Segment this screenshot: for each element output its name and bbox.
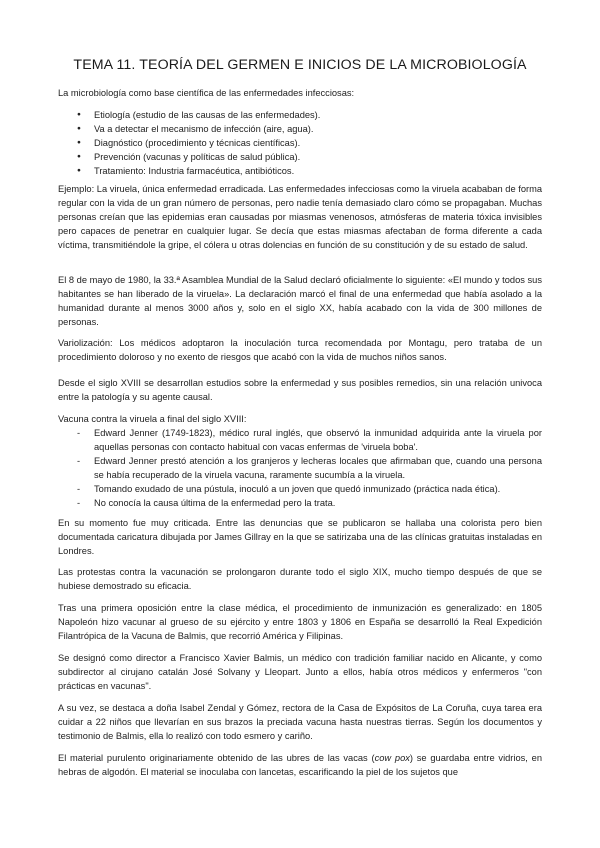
- vaccine-heading: Vacuna contra la viruela a final del siglo XVIII:: [58, 414, 247, 424]
- list-item: - No conocía la causa última de la enfermedad pero la trata.: [58, 496, 542, 510]
- list-item: ● Tratamiento: Industria farmacéutica, antibióticos.: [58, 164, 542, 178]
- declaration-paragraph: El 8 de mayo de 1980, la 33.ª Asamblea Mundial de la Salud declaró oficialmente lo siguiente: «El mundo y todos sus habitantes se han liberado de la viruela». La declaración marcó el final de una enfermedad que había asolado a la humanidad durante al menos 3000 años y, solo en el siglo XX, había acabado con la vida de 300 millones de personas.: [58, 275, 542, 327]
- eighteenth-century-paragraph: Desde el siglo XVIII se desarrollan estudios sobre la enfermedad y sus posibles remedios, sin una relación univoca entre la patología y su agente causal.: [58, 378, 542, 402]
- list-item: - Edward Jenner (1749-1823), médico rural inglés, que observó la inmunidad adquirida ante la viruela por aquellas personas con contacto habitual con vacas enfermas de 'viruela boba'.: [58, 426, 542, 454]
- protests-paragraph: Las protestas contra la vacunación se prolongaron durante todo el siglo XIX, mucho tiempo después de que se hubiese demostrado su eficacia.: [58, 567, 542, 591]
- material-paragraph: [58, 751, 542, 779]
- cow-pox-term: cow pox: [374, 753, 410, 763]
- example-paragraph: Ejemplo: La viruela, única enfermedad erradicada. Las enfermedades infecciosas como la viruela acababan de forma regular con la vida de un gran número de personas, pero nadie tenía demasiado claro cómo se propagaban. Muchas personas creían que las epidemias eran causadas por miasmas venenosos, atmósferas de materia tóxica invisibles pero capaces de penetrar en cualquier lugar. Se decía que estas miasmas afectaban de forma diferente a cada víctima, transmitiéndole la gripe, el cólera u otras dolencias en función de su constitución y de su estado de salud.: [58, 184, 542, 250]
- zendal-paragraph: A su vez, se destaca a doña Isabel Zendal y Gómez, rectora de la Casa de Expósitos de La Coruña, cuya tarea era cuidar a 22 niños que llevarían en sus brazos la preciada vacuna hasta nuestras tierras. Según los documentos y testimonio de Balmis, ella lo realizó con todo esmero y cariño.: [58, 703, 542, 741]
- balmis-paragraph: Se designó como director a Francisco Xavier Balmis, un médico con tradición familiar nacido en Alicante, y como subdirector al cirujano catalán José Solvany y Lleopart. Junto a ellos, había otros médicos y enfermeros "con prácticas en vacunas".: [58, 653, 542, 691]
- intro-paragraph: La microbiología como base científica de las enfermedades infecciosas:: [58, 88, 355, 98]
- list-item: ● Etiología (estudio de las causas de las enfermedades).: [58, 108, 542, 122]
- opposition-paragraph: Tras una primera oposición entre la clase médica, el procedimiento de inmunización es generalizado: en 1805 Napoleón hizo vacunar al grueso de su ejército y entre 1803 y 1806 en España se desarrolló la Real Expedición Filantrópica de la Vacuna de Balmis, que recorrió América y Filipinas.: [58, 603, 542, 641]
- criticism-paragraph: En su momento fue muy criticada. Entre las denuncias que se publicaron se hallaba una colorista pero bien documentada caricatura dibujada por James Gillray en la que se satirizaba una de las clínicas gratuitas instaladas en Londres.: [58, 518, 542, 556]
- page-title: TEMA 11. TEORÍA DEL GERMEN E INICIOS DE LA MICROBIOLOGÍA: [73, 57, 527, 73]
- material-text-end: ) se guardaba entre vidrios, en hebras de algodón. El material se inoculaba con lancetas, escarificando la piel de los sujetos que: [58, 753, 542, 777]
- list-item: ● Prevención (vacunas y políticas de salud pública).: [58, 150, 542, 164]
- list-item: - Tomando exudado de una pústula, inoculó a un joven que quedó inmunizado (práctica nada ética).: [58, 482, 542, 496]
- list-item: - Edward Jenner prestó atención a los granjeros y lecheras locales que afirmaban que, cuando una persona se había recuperado de la viruela vacuna, raramente sucumbía a la viruela.: [58, 454, 542, 482]
- list-item: ● Va a detectar el mecanismo de infección (aire, agua).: [58, 122, 542, 136]
- jenner-list: [58, 426, 542, 510]
- variolization-paragraph: Variolización: Los médicos adoptaron la inoculación turca recomendada por Montagu, pero trataba de un procedimiento doloroso y no exento de riesgos que acabó con la vida de muchos niños sanos.: [58, 338, 542, 362]
- bullet-list: [58, 108, 542, 178]
- material-text-start: El material purulento originariamente obtenido de las ubres de las vacas (: [58, 753, 375, 763]
- list-item: ● Diagnóstico (procedimiento y técnicas científicas).: [58, 136, 542, 150]
